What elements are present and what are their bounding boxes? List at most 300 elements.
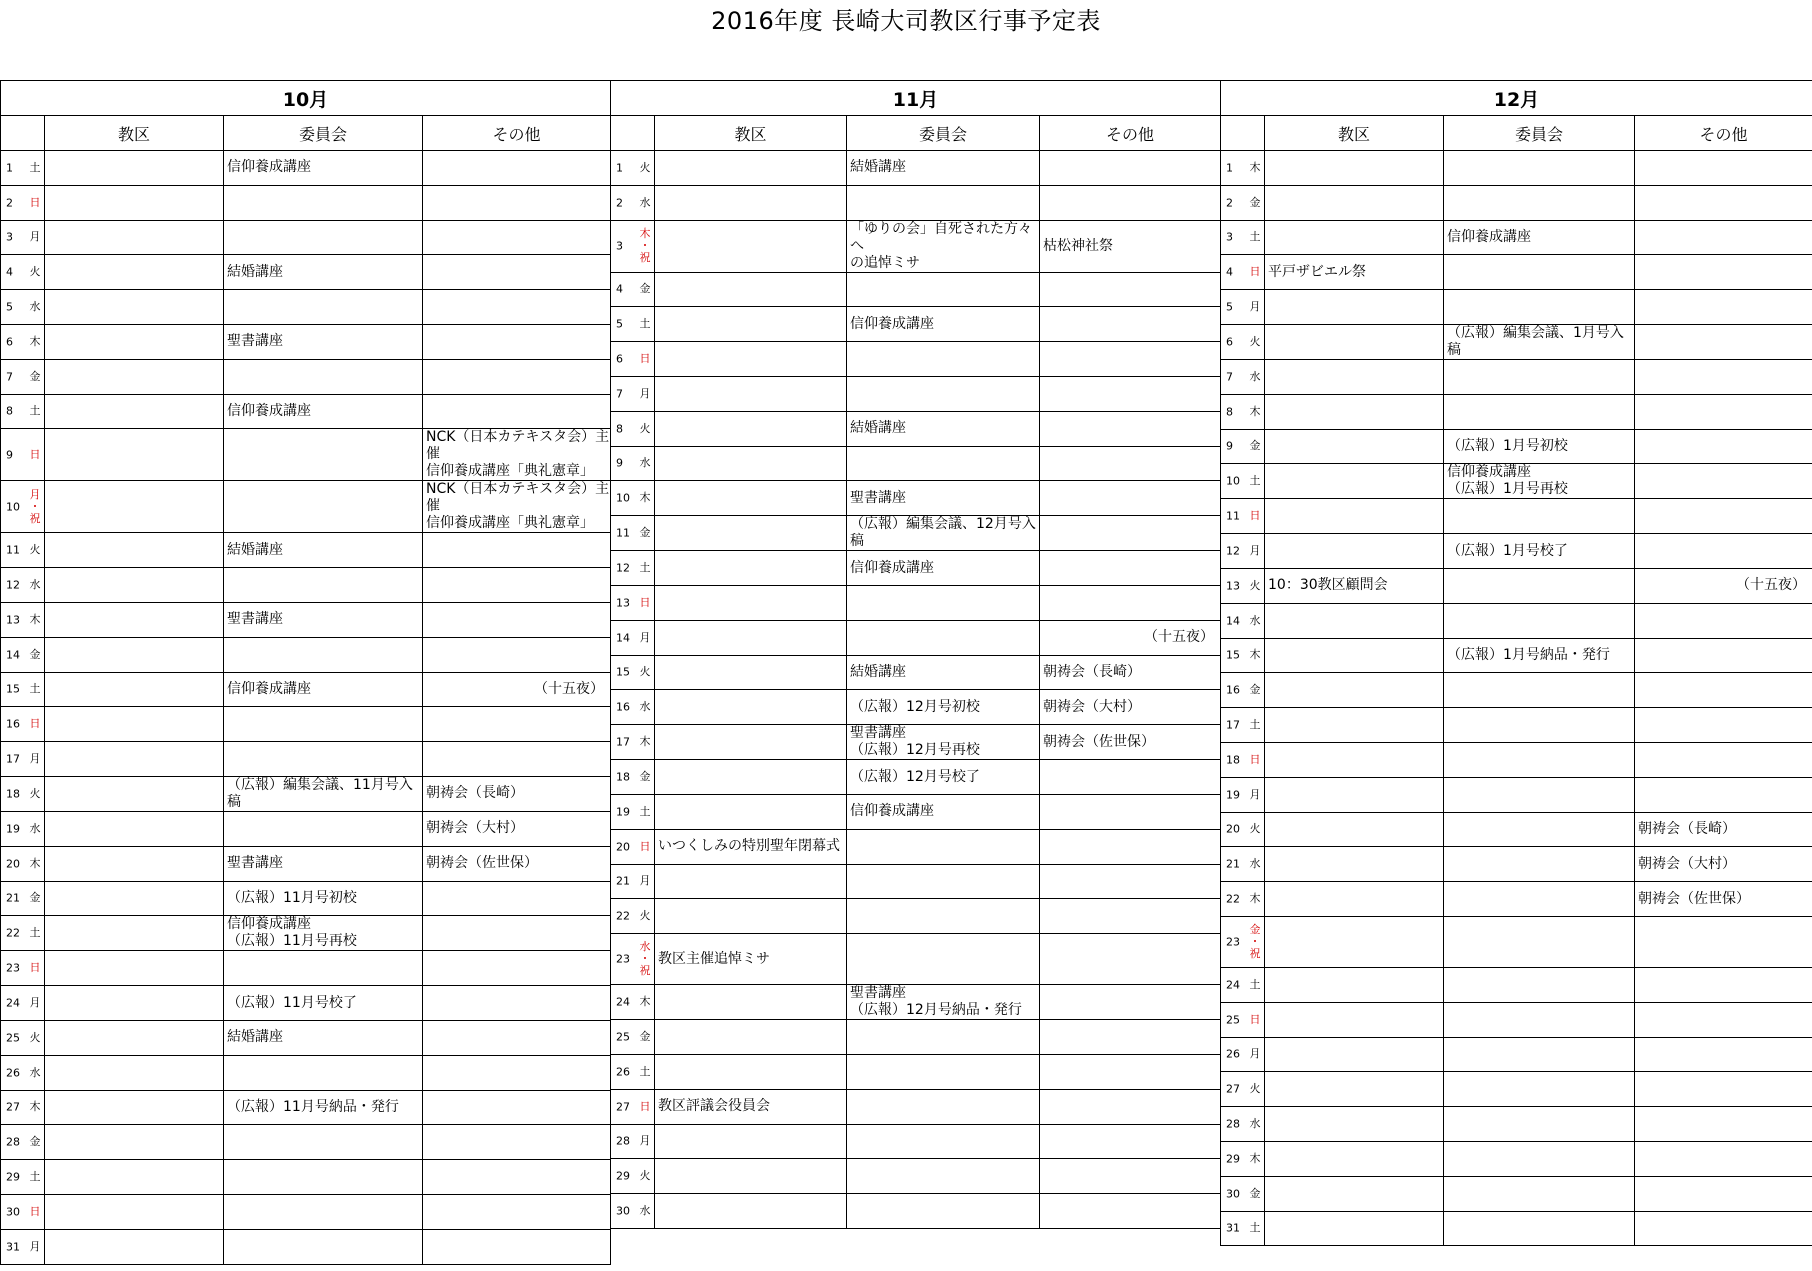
date-cell — [1, 672, 45, 707]
diocese-event-cell — [1265, 1002, 1444, 1037]
date-column-header — [611, 116, 655, 151]
day-row — [611, 1089, 1221, 1124]
day-number: 14 — [616, 631, 630, 645]
date-cell — [1221, 534, 1265, 569]
other-event-cell — [423, 568, 611, 603]
other-event-cell — [1040, 342, 1221, 377]
day-row — [1, 324, 611, 359]
date-cell — [1, 846, 45, 881]
diocese-event-cell — [655, 725, 847, 760]
committee-event-cell: 「ゆりの会」自死された方々へ の追悼ミサ — [847, 220, 1040, 272]
diocese-event-cell — [655, 446, 847, 481]
diocese-event-cell — [45, 290, 224, 325]
weekday-label: 水 — [29, 1065, 41, 1079]
day-row — [1221, 324, 1812, 359]
committee-column-header: 委員会 — [224, 116, 423, 151]
weekday-label: 月 — [1249, 1047, 1261, 1061]
day-row — [1, 1090, 611, 1125]
date-cell — [1, 602, 45, 637]
diocese-event-cell — [45, 1020, 224, 1055]
other-event-cell — [1635, 499, 1812, 534]
weekday-label: 金 — [29, 647, 41, 661]
weekday-label: 金 ・ 祝 — [1249, 922, 1261, 960]
weekday-label: 土 — [639, 1064, 651, 1078]
other-event-cell — [1040, 585, 1221, 620]
weekday-label: 日 — [639, 352, 651, 366]
weekday-label: 火 — [639, 421, 651, 435]
date-cell — [1, 707, 45, 742]
other-event-cell — [1040, 151, 1221, 186]
other-event-cell — [1040, 934, 1221, 985]
weekday-label: 木 — [639, 491, 651, 505]
other-event-cell — [1040, 1020, 1221, 1055]
weekday-label: 火 — [29, 265, 41, 279]
day-row — [1, 429, 611, 481]
day-number: 26 — [6, 1066, 20, 1080]
date-cell — [1221, 708, 1265, 743]
day-number: 22 — [6, 926, 20, 940]
date-cell — [1221, 1107, 1265, 1142]
day-row — [611, 342, 1221, 377]
weekday-label: 月 — [1249, 787, 1261, 801]
weekday-label: 月 — [29, 230, 41, 244]
diocese-event-cell — [1265, 1107, 1444, 1142]
committee-event-cell — [1444, 673, 1635, 708]
other-event-cell: （十五夜） — [1040, 620, 1221, 655]
weekday-label: 金 — [1249, 195, 1261, 209]
committee-event-cell: 信仰養成講座 — [224, 394, 423, 429]
day-number: 6 — [6, 335, 13, 349]
day-row — [611, 446, 1221, 481]
diocese-event-cell — [45, 185, 224, 220]
date-cell — [1, 394, 45, 429]
day-number: 12 — [1226, 544, 1240, 558]
diocese-event-cell — [655, 551, 847, 586]
other-event-cell — [1040, 1159, 1221, 1194]
day-number: 1 — [6, 161, 13, 175]
day-number: 25 — [616, 1030, 630, 1044]
diocese-event-cell — [655, 411, 847, 446]
weekday-label: 水 — [1249, 613, 1261, 627]
weekday-label: 月 — [1249, 544, 1261, 558]
day-number: 1 — [1226, 161, 1233, 175]
day-number: 28 — [616, 1134, 630, 1148]
day-number: 10 — [1226, 474, 1240, 488]
day-row — [1221, 534, 1812, 569]
day-number: 17 — [616, 735, 630, 749]
date-cell — [1221, 429, 1265, 464]
diocese-event-cell — [1265, 534, 1444, 569]
committee-event-cell: 信仰養成講座 — [847, 794, 1040, 829]
committee-event-cell: （広報）11月号初校 — [224, 881, 423, 916]
diocese-event-cell — [45, 568, 224, 603]
day-number: 31 — [6, 1240, 20, 1254]
committee-event-cell — [224, 1194, 423, 1229]
other-event-cell: 朝祷会（長崎） — [423, 776, 611, 811]
date-cell — [1, 429, 45, 481]
day-number: 11 — [1226, 509, 1240, 523]
diocese-event-cell — [45, 220, 224, 255]
committee-event-cell — [224, 220, 423, 255]
weekday-label: 木 — [29, 856, 41, 870]
other-event-cell — [423, 637, 611, 672]
committee-event-cell — [847, 1089, 1040, 1124]
day-number: 13 — [6, 613, 20, 627]
day-number: 13 — [1226, 579, 1240, 593]
date-cell — [611, 481, 655, 516]
other-event-cell — [1635, 708, 1812, 743]
diocese-event-cell — [45, 429, 224, 481]
day-number: 5 — [1226, 300, 1233, 314]
other-event-cell — [1635, 1002, 1812, 1037]
other-event-cell: 朝祷会（佐世保） — [1635, 882, 1812, 917]
day-row — [1, 1125, 611, 1160]
committee-event-cell — [1444, 708, 1635, 743]
weekday-label: 金 — [1249, 439, 1261, 453]
day-number: 21 — [1226, 857, 1240, 871]
diocese-event-cell — [1265, 220, 1444, 255]
date-cell — [1, 151, 45, 186]
day-row — [1, 220, 611, 255]
day-row — [1221, 1141, 1812, 1176]
day-row — [611, 1054, 1221, 1089]
other-event-cell: NCK（日本カテキスタ会）主催 信仰養成講座「典礼憲章」 — [423, 429, 611, 481]
weekday-label: 金 — [29, 369, 41, 383]
date-cell — [611, 620, 655, 655]
date-cell — [1221, 673, 1265, 708]
day-row — [1, 1020, 611, 1055]
day-row — [1221, 812, 1812, 847]
weekday-label: 月 — [29, 1239, 41, 1253]
date-cell — [1, 881, 45, 916]
day-number: 12 — [616, 561, 630, 575]
date-cell — [1, 568, 45, 603]
month-header: 10月 — [1, 81, 611, 116]
other-event-cell — [1635, 638, 1812, 673]
date-cell — [611, 446, 655, 481]
day-number: 29 — [1226, 1152, 1240, 1166]
committee-event-cell: （広報）12月号校了 — [847, 760, 1040, 795]
diocese-event-cell — [655, 794, 847, 829]
day-row — [1, 1194, 611, 1229]
committee-event-cell: 聖書講座 （広報）12月号納品・発行 — [847, 985, 1040, 1020]
other-event-cell — [423, 151, 611, 186]
weekday-label: 木 — [1249, 160, 1261, 174]
diocese-event-cell — [655, 1020, 847, 1055]
day-number: 4 — [6, 265, 13, 279]
date-cell — [1221, 1211, 1265, 1246]
committee-event-cell — [224, 481, 423, 533]
day-number: 13 — [616, 596, 630, 610]
other-event-cell — [423, 324, 611, 359]
committee-event-cell: （広報）1月号校了 — [1444, 534, 1635, 569]
committee-event-cell — [224, 1125, 423, 1160]
weekday-label: 木 — [1249, 1151, 1261, 1165]
day-number: 4 — [616, 282, 623, 296]
committee-event-cell — [847, 1020, 1040, 1055]
date-cell — [611, 1159, 655, 1194]
diocese-event-cell — [45, 1055, 224, 1090]
committee-event-cell — [847, 829, 1040, 864]
day-row — [611, 220, 1221, 272]
diocese-event-cell — [655, 220, 847, 272]
day-row — [611, 690, 1221, 725]
committee-event-cell — [1444, 1002, 1635, 1037]
day-number: 20 — [1226, 822, 1240, 836]
diocese-event-cell — [45, 776, 224, 811]
diocese-event-cell — [1265, 708, 1444, 743]
diocese-event-cell — [45, 1125, 224, 1160]
other-event-cell — [1040, 551, 1221, 586]
day-number: 19 — [1226, 788, 1240, 802]
weekday-label: 土 — [1249, 977, 1261, 991]
committee-event-cell — [1444, 1211, 1635, 1246]
date-cell — [1, 776, 45, 811]
other-event-cell — [423, 290, 611, 325]
diocese-event-cell — [655, 516, 847, 551]
day-number: 27 — [1226, 1082, 1240, 1096]
other-column-header: その他 — [1040, 116, 1221, 151]
day-row — [1221, 1107, 1812, 1142]
day-row — [1221, 708, 1812, 743]
other-event-cell — [423, 255, 611, 290]
committee-event-cell: 信仰養成講座 — [847, 551, 1040, 586]
diocese-event-cell — [45, 324, 224, 359]
committee-event-cell — [1444, 290, 1635, 325]
day-row — [1221, 394, 1812, 429]
weekday-label: 日 — [1249, 1012, 1261, 1026]
day-row — [1, 1160, 611, 1195]
day-number: 2 — [6, 196, 13, 210]
date-cell — [1221, 967, 1265, 1002]
weekday-label: 火 — [639, 909, 651, 923]
day-number: 22 — [616, 909, 630, 923]
committee-column-header: 委員会 — [1444, 116, 1635, 151]
date-cell — [1221, 777, 1265, 812]
diocese-event-cell — [45, 151, 224, 186]
diocese-event-cell — [45, 846, 224, 881]
committee-event-cell — [224, 429, 423, 481]
diocese-event-cell — [655, 864, 847, 899]
weekday-label: 水 — [29, 300, 41, 314]
committee-event-cell: 聖書講座 — [224, 324, 423, 359]
day-row — [1, 672, 611, 707]
date-cell — [1221, 882, 1265, 917]
weekday-label: 火 — [29, 543, 41, 557]
date-cell — [1221, 1072, 1265, 1107]
weekday-label: 日 — [639, 839, 651, 853]
other-event-cell — [1635, 290, 1812, 325]
day-row — [611, 899, 1221, 934]
day-number: 17 — [1226, 718, 1240, 732]
day-number: 2 — [1226, 196, 1233, 210]
committee-event-cell — [847, 1159, 1040, 1194]
date-cell — [1221, 394, 1265, 429]
committee-event-cell — [1444, 568, 1635, 603]
date-cell — [1, 359, 45, 394]
diocese-event-cell — [45, 533, 224, 568]
diocese-event-cell — [1265, 464, 1444, 499]
date-cell — [611, 760, 655, 795]
diocese-event-cell: 教区評議会役員会 — [655, 1089, 847, 1124]
diocese-event-cell — [45, 1194, 224, 1229]
date-cell — [1221, 220, 1265, 255]
committee-event-cell — [224, 568, 423, 603]
date-column-header — [1221, 116, 1265, 151]
committee-event-cell — [1444, 847, 1635, 882]
diocese-event-cell — [655, 272, 847, 307]
date-cell — [1221, 812, 1265, 847]
weekday-label: 日 — [29, 447, 41, 461]
diocese-event-cell — [655, 481, 847, 516]
day-number: 1 — [616, 161, 623, 175]
diocese-event-cell — [1265, 1037, 1444, 1072]
date-cell — [1, 637, 45, 672]
date-cell — [1221, 290, 1265, 325]
day-row — [1221, 1176, 1812, 1211]
committee-event-cell: （広報）1月号初校 — [1444, 429, 1635, 464]
committee-event-cell: 信仰養成講座 — [847, 307, 1040, 342]
day-number: 23 — [616, 952, 630, 966]
diocese-column-header: 教区 — [45, 116, 224, 151]
other-event-cell — [1635, 429, 1812, 464]
day-number: 2 — [616, 196, 623, 210]
other-event-cell — [1040, 446, 1221, 481]
day-number: 30 — [1226, 1187, 1240, 1201]
committee-event-cell: （広報）編集会議、12月号入稿 — [847, 516, 1040, 551]
other-event-cell: 朝祷会（大村） — [1635, 847, 1812, 882]
date-cell — [611, 411, 655, 446]
day-row — [1221, 847, 1812, 882]
weekday-label: 日 — [639, 595, 651, 609]
date-cell — [1, 742, 45, 777]
day-row — [1221, 255, 1812, 290]
committee-event-cell — [1444, 151, 1635, 186]
other-event-cell — [1040, 411, 1221, 446]
date-cell — [611, 899, 655, 934]
day-number: 31 — [1226, 1221, 1240, 1235]
diocese-event-cell: 平戸ザビエル祭 — [1265, 255, 1444, 290]
day-row — [611, 307, 1221, 342]
weekday-label: 日 — [29, 195, 41, 209]
diocese-event-cell — [655, 899, 847, 934]
committee-event-cell — [224, 359, 423, 394]
day-number: 15 — [616, 665, 630, 679]
diocese-event-cell — [655, 585, 847, 620]
day-row — [1, 568, 611, 603]
committee-event-cell — [1444, 967, 1635, 1002]
diocese-event-cell — [45, 986, 224, 1021]
october-table — [0, 80, 611, 1265]
other-event-cell — [423, 1229, 611, 1264]
date-cell — [611, 690, 655, 725]
diocese-event-cell — [655, 1054, 847, 1089]
date-cell — [611, 1194, 655, 1229]
day-number: 15 — [1226, 648, 1240, 662]
diocese-event-cell — [1265, 324, 1444, 359]
diocese-column-header: 教区 — [655, 116, 847, 151]
day-row — [611, 620, 1221, 655]
day-row — [1221, 359, 1812, 394]
day-row — [1, 986, 611, 1021]
day-number: 5 — [616, 317, 623, 331]
day-row — [1221, 151, 1812, 186]
page-title: 2016年度 長崎大司教区行事予定表 — [711, 7, 1101, 35]
diocese-event-cell — [1265, 1141, 1444, 1176]
weekday-label: 木 — [29, 612, 41, 626]
day-row — [1, 776, 611, 811]
committee-event-cell: （広報）11月号納品・発行 — [224, 1090, 423, 1125]
other-event-cell — [1635, 394, 1812, 429]
day-row — [1221, 1002, 1812, 1037]
other-event-cell — [1040, 1194, 1221, 1229]
date-cell — [611, 551, 655, 586]
weekday-label: 木 — [1249, 404, 1261, 418]
committee-event-cell: 聖書講座 — [847, 481, 1040, 516]
weekday-label: 火 — [29, 786, 41, 800]
day-number: 11 — [6, 543, 20, 557]
committee-event-cell — [1444, 255, 1635, 290]
committee-event-cell — [224, 290, 423, 325]
diocese-event-cell — [45, 359, 224, 394]
committee-event-cell — [847, 585, 1040, 620]
day-row — [611, 794, 1221, 829]
other-event-cell: 朝祷会（佐世保） — [423, 846, 611, 881]
weekday-label: 金 — [1249, 1186, 1261, 1200]
diocese-event-cell — [1265, 359, 1444, 394]
committee-event-cell — [1444, 499, 1635, 534]
day-number: 6 — [1226, 335, 1233, 349]
weekday-label: 水 — [1249, 857, 1261, 871]
date-cell — [1221, 185, 1265, 220]
day-row — [1221, 742, 1812, 777]
day-row — [611, 551, 1221, 586]
diocese-event-cell — [45, 637, 224, 672]
date-cell — [611, 376, 655, 411]
day-row — [1, 481, 611, 533]
date-cell — [1, 481, 45, 533]
committee-event-cell — [1444, 359, 1635, 394]
committee-event-cell — [224, 185, 423, 220]
day-number: 25 — [6, 1031, 20, 1045]
weekday-label: 金 — [29, 1135, 41, 1149]
weekday-label: 金 — [639, 526, 651, 540]
committee-event-cell — [1444, 882, 1635, 917]
other-event-cell — [1635, 1211, 1812, 1246]
committee-event-cell — [1444, 1141, 1635, 1176]
other-event-cell — [1635, 1072, 1812, 1107]
day-row — [611, 516, 1221, 551]
diocese-event-cell — [45, 707, 224, 742]
day-row — [1221, 499, 1812, 534]
diocese-event-cell — [45, 394, 224, 429]
month-header: 12月 — [1221, 81, 1812, 116]
date-cell — [611, 1054, 655, 1089]
diocese-event-cell — [1265, 777, 1444, 812]
other-event-cell — [1635, 967, 1812, 1002]
date-cell — [1221, 847, 1265, 882]
other-event-cell: 朝祷会（長崎） — [1635, 812, 1812, 847]
date-cell — [611, 585, 655, 620]
date-cell — [1, 1125, 45, 1160]
other-event-cell — [1040, 985, 1221, 1020]
day-number: 23 — [1226, 935, 1240, 949]
diocese-event-cell — [655, 185, 847, 220]
date-cell — [1221, 1141, 1265, 1176]
day-row — [1, 707, 611, 742]
diocese-event-cell — [1265, 967, 1444, 1002]
diocese-event-cell: 教区主催追悼ミサ — [655, 934, 847, 985]
